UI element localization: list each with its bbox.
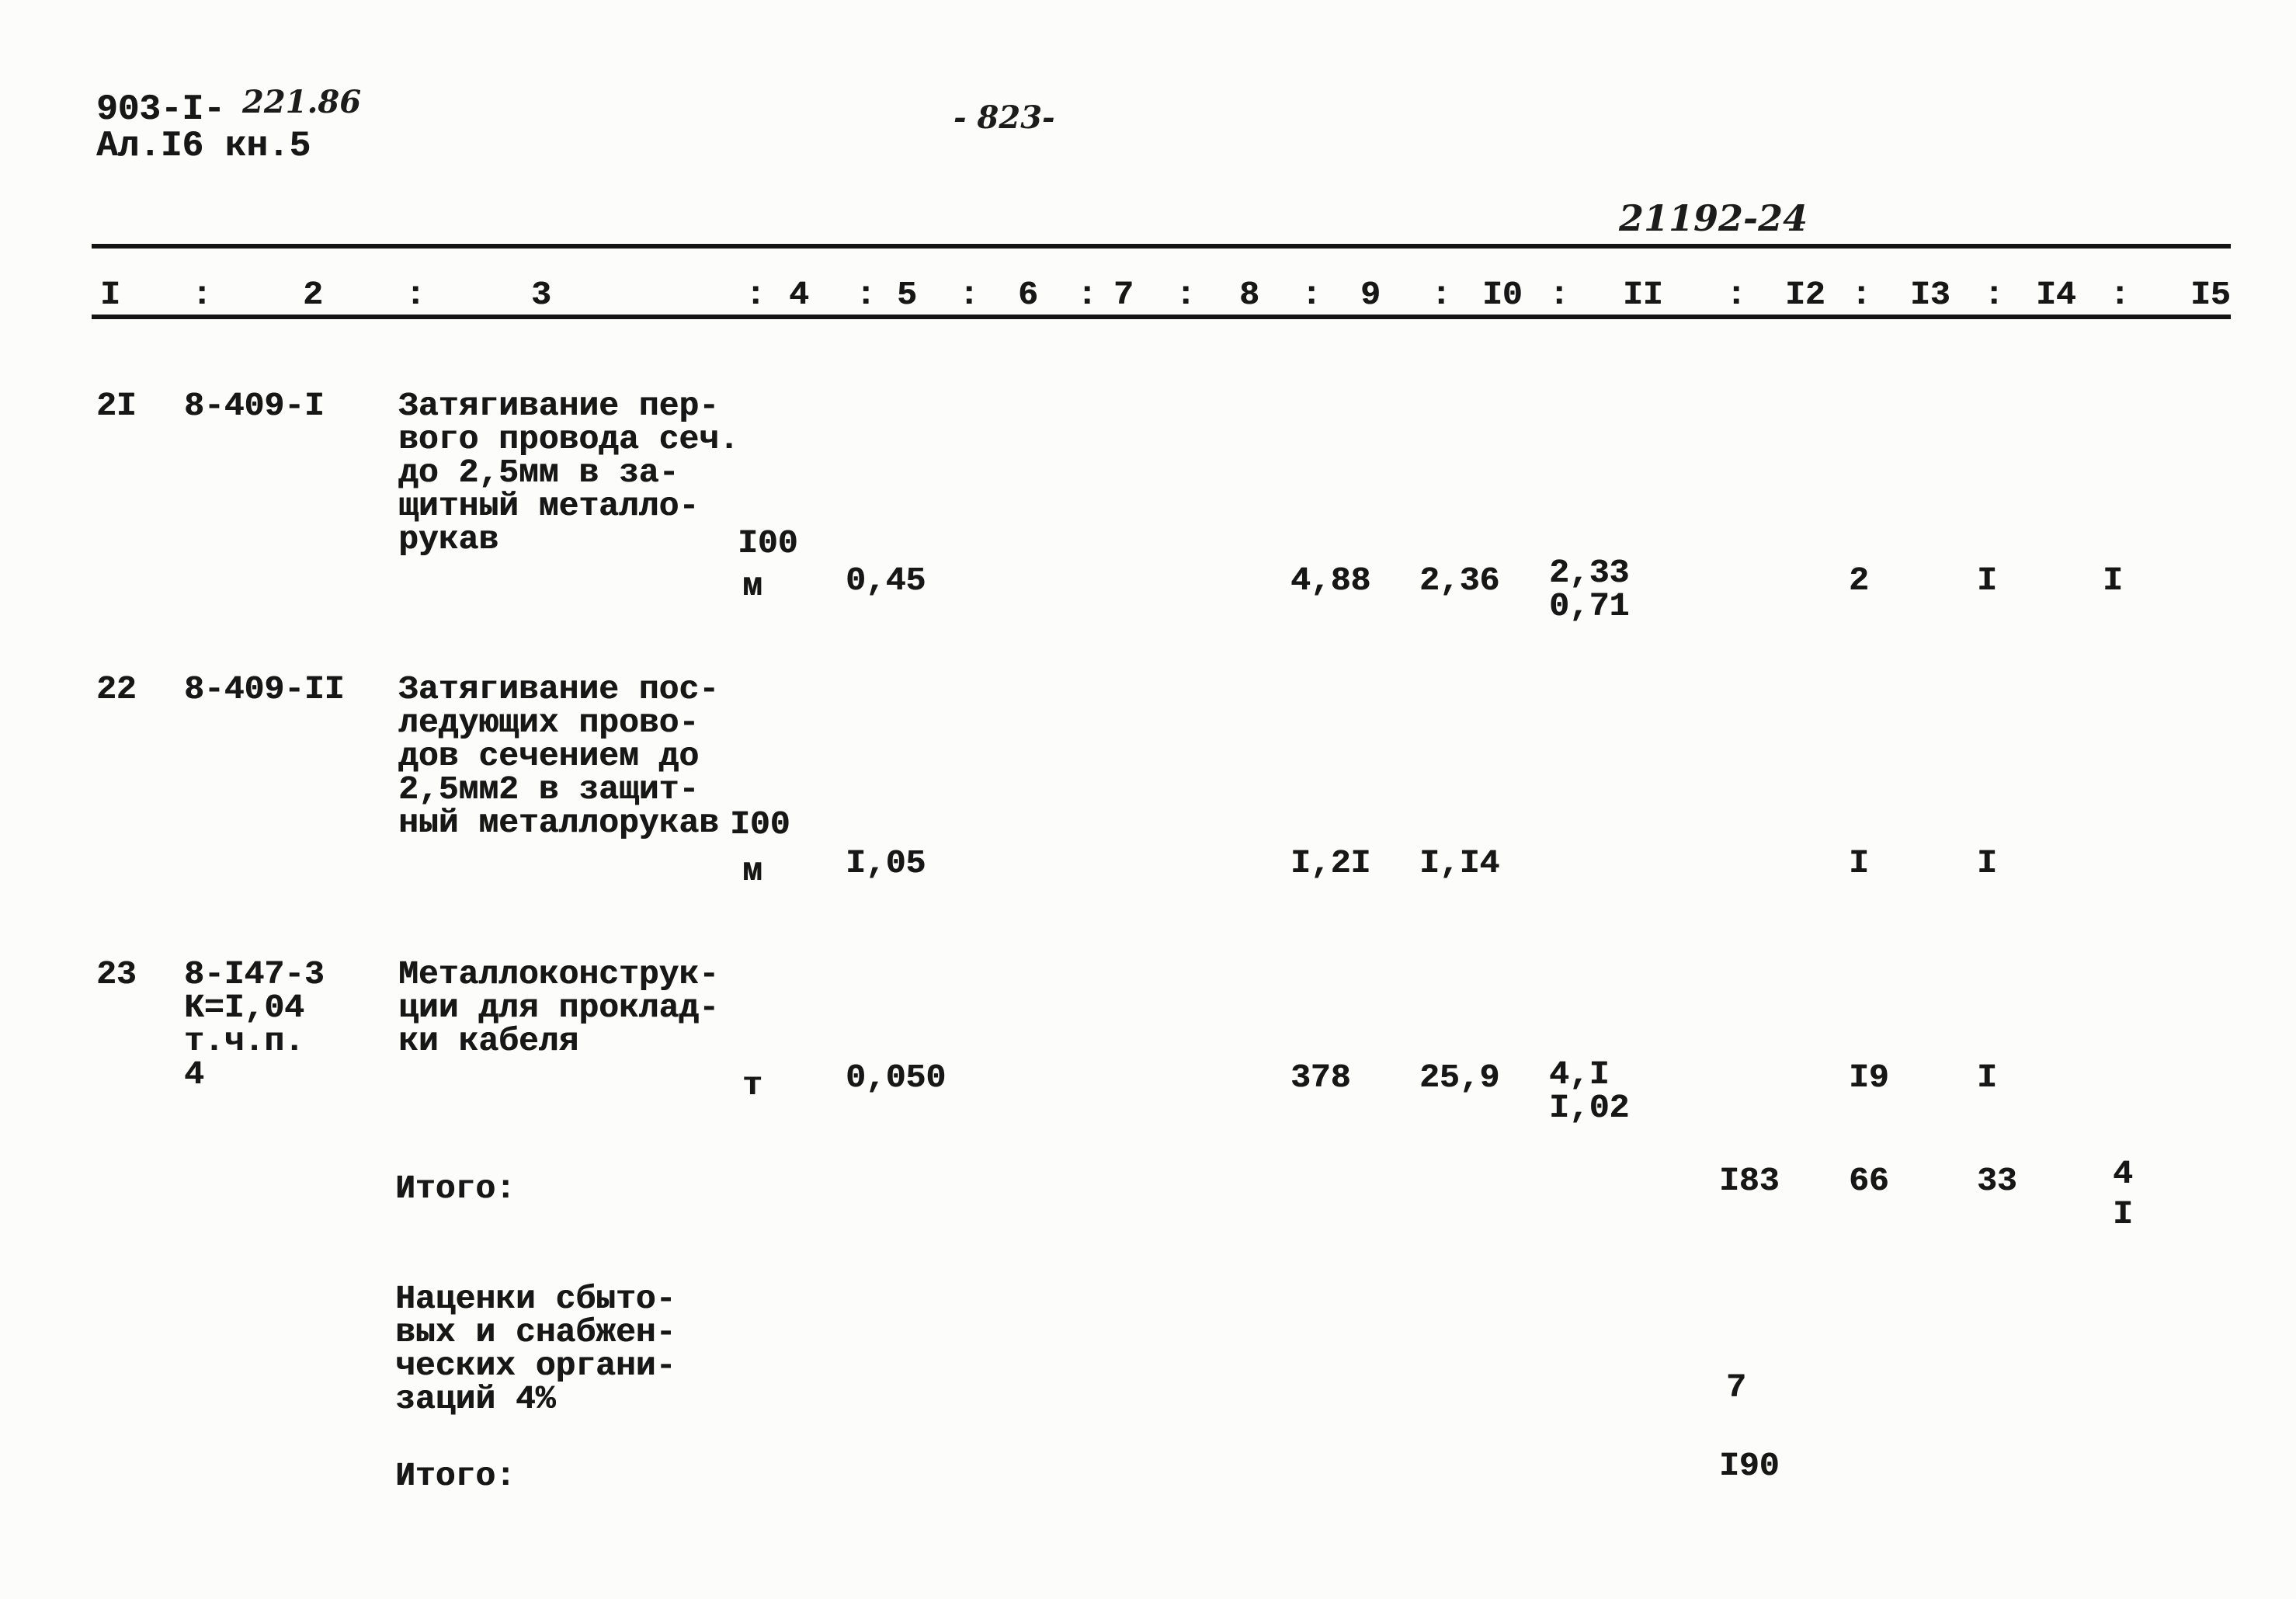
column-header-6: 6 (1018, 276, 1038, 314)
cell-col13: 2 (1849, 561, 1869, 600)
column-separator: : (959, 276, 979, 314)
cell-col13: I (1849, 844, 1869, 882)
column-header-15: I5 (2190, 276, 2231, 314)
cell-col14: 33 (1977, 1162, 2017, 1200)
cell-col12: 7 (1726, 1368, 1746, 1406)
cell-col14: I (1977, 844, 1997, 882)
summary-label: Итого: (395, 1457, 516, 1495)
unit-measure: т (742, 1066, 762, 1104)
album-number: Ал.I6 кн.5 (96, 126, 311, 166)
cell-col15: 4 I (2113, 1155, 2133, 1233)
column-header-4: 4 (789, 276, 809, 314)
column-header-11: II (1623, 276, 1663, 314)
column-header-2: 2 (303, 276, 323, 314)
cell-col14: I (1977, 1058, 1997, 1097)
row-number: 23 (96, 955, 137, 993)
column-separator: : (192, 276, 212, 314)
column-header-13: I3 (1910, 276, 1950, 314)
column-header-14: I4 (2036, 276, 2076, 314)
doc-code: 903-I- (96, 89, 225, 130)
doc-code-handwritten: 221.86 (242, 84, 362, 120)
price-code: 8-409-II (184, 670, 345, 708)
cell-col12: I90 (1719, 1447, 1780, 1485)
sheet-code: 21192-24 (1619, 197, 1808, 239)
work-description: Металлоконструк- ции для проклад- ки кабеля (398, 955, 719, 1060)
cell-col13: 66 (1849, 1162, 1889, 1200)
cell-col10: I,I4 (1419, 844, 1500, 882)
cell-col14: I (1977, 561, 1997, 600)
cell-col11: 4,I I,02 (1549, 1055, 1630, 1127)
cell-col5: I,05 (846, 844, 926, 882)
cell-col13: I9 (1849, 1058, 1889, 1097)
cell-col15: I (2103, 561, 2123, 600)
cell-col9: I,2I (1290, 844, 1371, 882)
column-separator: : (1726, 276, 1746, 314)
column-separator: : (856, 276, 876, 314)
header-rule-top (92, 244, 2231, 249)
price-code: 8-409-I (184, 387, 325, 425)
unit-measure: м (742, 567, 762, 605)
summary-label: Наценки сбыто- вых и снабжен- ческих органи- заций 4% (395, 1280, 676, 1418)
cell-col5: 0,050 (846, 1058, 947, 1097)
column-header-10: I0 (1482, 276, 1523, 314)
column-separator: : (1984, 276, 2004, 314)
column-header-3: 3 (531, 276, 551, 314)
column-separator: : (2110, 276, 2130, 314)
summary-label: Итого: (395, 1170, 516, 1208)
cell-col9: 378 (1290, 1058, 1351, 1097)
cell-col10: 2,36 (1419, 561, 1500, 600)
cell-col12: I83 (1719, 1162, 1780, 1200)
row-number: 2I (96, 387, 137, 425)
cell-col10: 25,9 (1419, 1058, 1500, 1097)
column-header-7: 7 (1113, 276, 1134, 314)
column-separator: : (1431, 276, 1451, 314)
cell-col11: 2,33 0,71 (1549, 554, 1630, 625)
row-number: 22 (96, 670, 137, 708)
work-description: Затягивание пер- вого провода сеч. до 2,5мм в за- щитный металло- рукав (398, 387, 739, 558)
column-header-9: 9 (1360, 276, 1381, 314)
unit-quantity: I00 (730, 805, 790, 843)
column-separator: : (1549, 276, 1569, 314)
column-separator: : (1301, 276, 1322, 314)
column-header-12: I2 (1785, 276, 1825, 314)
column-separator: : (745, 276, 766, 314)
unit-measure: м (742, 852, 762, 890)
column-separator: : (405, 276, 426, 314)
cell-col5: 0,45 (846, 561, 926, 600)
cell-col9: 4,88 (1290, 561, 1371, 600)
work-description: Затягивание пос- ледующих прово- дов сечением до 2,5мм2 в защит- ный металлорукав (398, 670, 719, 842)
column-header-1: I (100, 276, 120, 314)
column-separator: : (1851, 276, 1871, 314)
page-number: - 823- (953, 99, 1055, 136)
column-header-5: 5 (897, 276, 917, 314)
unit-quantity: I00 (738, 524, 798, 562)
price-code: 8-I47-3 К=I,04 т.ч.п. 4 (184, 955, 325, 1093)
header-rule-bottom (92, 315, 2231, 319)
column-separator: : (1077, 276, 1097, 314)
column-separator: : (1176, 276, 1196, 314)
column-header-8: 8 (1239, 276, 1259, 314)
